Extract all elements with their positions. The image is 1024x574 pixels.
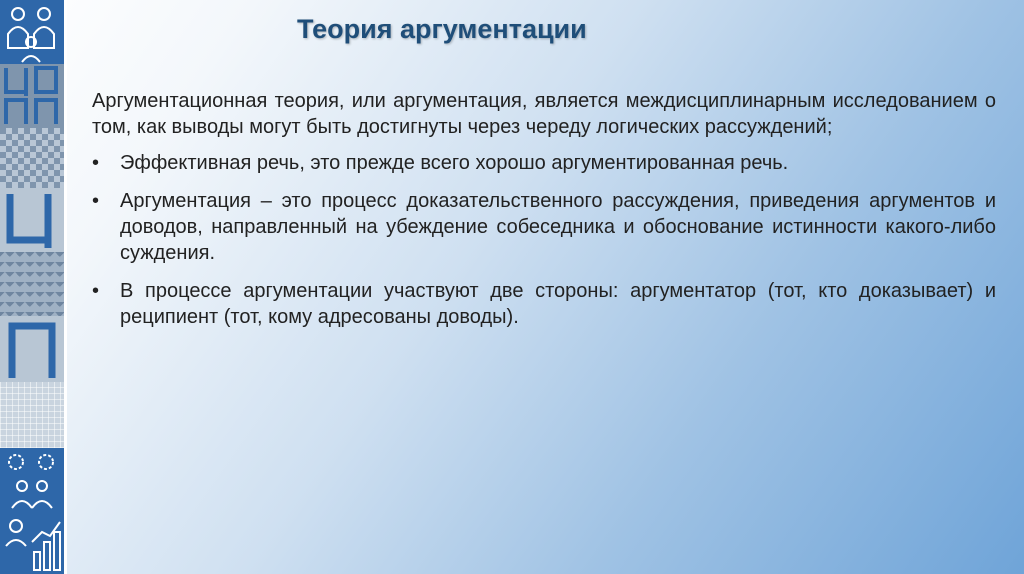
letter-p-tile xyxy=(0,316,64,382)
pattern-tile xyxy=(0,128,64,188)
decorative-sidebar xyxy=(0,0,64,574)
slide-title: Теория аргументации xyxy=(297,14,587,44)
bullet-text: Аргументация – это процесс доказательственного рассуждения, приведения аргументов и доводов, направленный на убеждение собеседника и обоснование истинности какого-либо суждения. xyxy=(120,190,996,264)
bullet-list xyxy=(92,150,996,330)
growth-chart-icon xyxy=(0,512,64,574)
sidebar-divider xyxy=(64,0,67,574)
pattern-tile xyxy=(0,382,64,448)
letter-c-tile xyxy=(0,188,64,252)
bullet-marker: • xyxy=(92,152,100,174)
bullet-text: Эффективная речь, это прежде всего хорошо аргументированная речь. xyxy=(120,152,789,174)
bullet-item xyxy=(92,188,996,266)
logo-letters-tile xyxy=(0,64,64,128)
slide-content xyxy=(92,88,996,342)
pattern-tile xyxy=(0,252,64,316)
gears-people-icon xyxy=(0,448,64,512)
bullet-item xyxy=(92,150,996,176)
people-icon xyxy=(0,0,64,64)
bullet-text: В процессе аргументации участвуют две стороны: аргументатор (тот, кто доказывает) и реципиент (тот, кому адресованы доводы). xyxy=(120,280,996,328)
bullet-item xyxy=(92,278,996,330)
intro-paragraph: Аргументационная теория, или аргументация, является междисциплинарным исследованием о том, как выводы могут быть достигнуты через череду логических рассуждений; xyxy=(92,90,996,138)
bullet-marker: • xyxy=(92,280,100,302)
bullet-marker: • xyxy=(92,190,100,212)
